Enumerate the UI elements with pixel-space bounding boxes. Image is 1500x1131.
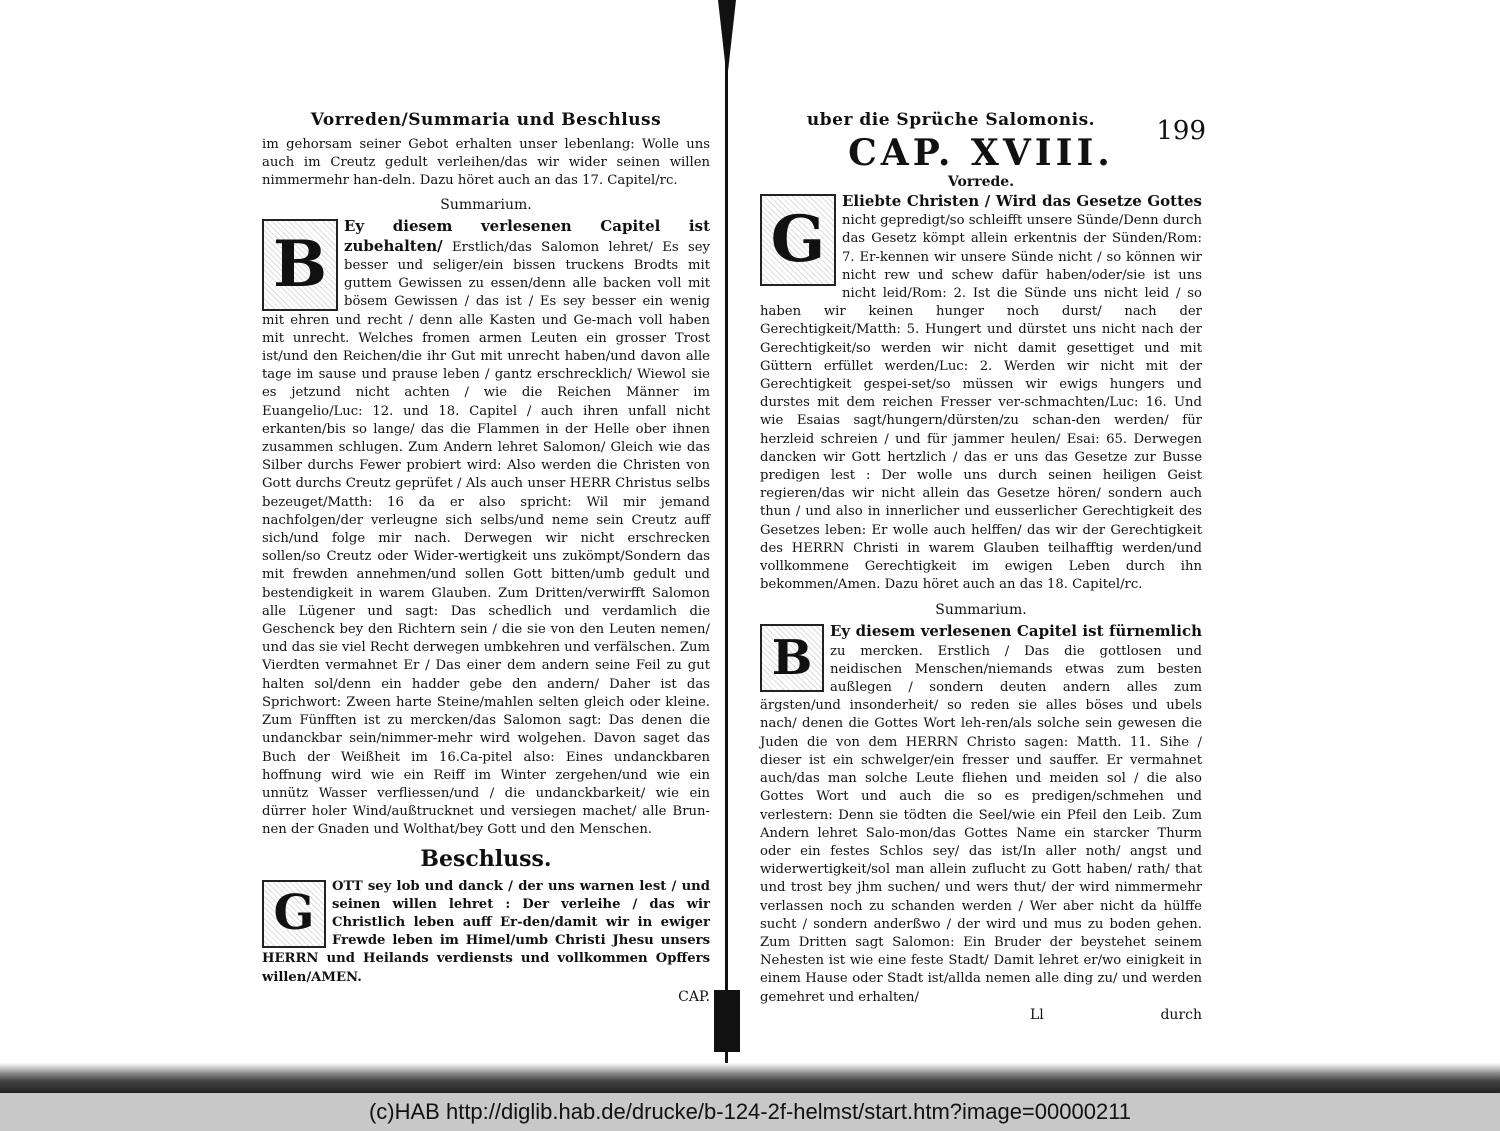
gutter-shadow-bottom [714, 990, 740, 1052]
chapter-title: CAP. XVIII. [848, 132, 1114, 174]
left-beschluss-heading: Beschluss. [420, 845, 552, 872]
right-summarium-lead: Ey diesem verlesenen Capitel ist fürnemlich [830, 622, 1202, 641]
left-beschluss-block [262, 878, 710, 987]
right-catchword: durch [1160, 1006, 1202, 1023]
right-page [760, 110, 1206, 1023]
right-vorrede-block [760, 192, 1202, 594]
left-page [262, 110, 710, 1005]
right-summarium-text: zu mercken. Erstlich / Das die gottlosen und neidischen Menschen/niemands etwas zum besten außlegen / sondern deuten andern alles zum ärgsten/und insonderheit/ so reden sie alles böses und ubels nach/ denen die Gottes Wort leh-ren/als solche sein gewesen die Juden die von dem HERRN Christo sagen: Matth. 11. Sihe / dieser ist ein schwelger/ein fresser und sauffer. Er vermahnet auch/das man solche Leute fliehen und meiden sol / die also Gottes Wort und auch die so es predigen/schmehen und verlestern: Denn sie tödten die Seel/wie ein Pfeil den Leib. Zum Andern lehret Salo-mon/das Gottes Name ein starcker Thurm oder ein festes Schlos sey/ das ist/In aller noth/ angst und widerwertigkeit/sol man allein zuflucht zu Gott haben/ rath/ that und trost bey jhm suchen/ und wers thut/ der wird nimmermehr verlassen noch zu schanden werden / Wer aber nicht da hülffe sucht / sondern anderßwo / der wird und mus zu boden gehen. Zum Dritten sagt Salomon: Ein Bruder der beystehet seinem Nehesten ist wie eine feste Stadt/ Damit lehret er/wo einigkeit in einem Hause oder Stadt ist/allda nemen alle ding zu/ und werden gemehret und erhalten/ [760, 643, 1202, 1005]
right-vorrede-heading: Vorrede. [947, 174, 1015, 190]
right-vorrede-lead: Eliebte Christen / Wird das Gesetze Gottes [842, 192, 1202, 210]
copyright-footer: (c)HAB http://diglib.hab.de/drucke/b-124-2f-helmst/start.htm?image=00000211 [0, 1093, 1500, 1131]
left-intro-text: im gehorsam seiner Gebot erhalten unser lebenlang: Wolle uns auch im Creutz gedult verleihen/das wir wider seinen willen nimmermehr han-deln. Dazu höret auch an das 17. Capitel/rc. [262, 137, 710, 189]
right-summarium-block [760, 622, 1202, 1006]
left-catchword: CAP. [678, 988, 710, 1005]
left-beschluss-initial: G [262, 880, 326, 948]
right-running-head: uber die Sprüche Salomonis. [806, 110, 1096, 130]
book-gutter [712, 0, 742, 1080]
left-summarium-block [262, 217, 710, 840]
right-vorrede-initial: G [760, 194, 836, 286]
right-page-foot [760, 1007, 1202, 1023]
left-summarium-lead: Ey diesem verlesenen Capitel ist zubehalten/ [344, 216, 710, 255]
signature-mark: Ll [1030, 1006, 1044, 1023]
left-beschluss-text: OTT sey lob und danck / der uns warnen lest / und seinen willen lehret : Der verleihe / das wir Christlich leben auff Er-den/damit wir in ewiger Frewde leben im Himel/umb Christi Jhesu unsers HERRN und Heilands verdiensts und vollkommen Opffers willen/AMEN. [262, 878, 710, 985]
left-running-head: Vorreden/Summaria und Beschluss [310, 110, 662, 130]
right-summarium-initial: B [760, 624, 824, 692]
gutter-shadow-top [718, 0, 736, 80]
right-vorrede-text: nicht gepredigt/so schleifft unsere Sünde/Denn durch das Gesetz kömpt allein erkentnis der Sünden/Rom: 7. Er-kennen wir unsere Sünde nicht / so können wir nicht rew und schew dafür haben/oder/sie ist uns nicht leid/Rom: 2. Ist die Sünde uns nicht leid / so haben wir keinen hunger noch durst/ nach der Gerechtigkeit/Matth: 5. Hungert und dürstet uns nicht nach der Gerechtigkeit/so werden wir nicht damit gesettiget und mit Güttern erfüllet werden/Luc: 2. Werden wir nicht mit der Gerechtigkeit gespei-set/so müssen wir ewigs hungers und durstes mit dem reichen Fresser ver-schmachten/Luc: 16. Und wie Esaias sagt/hungern/dürsten/zu schan-den werden/ für herzleid schreien / und für jammer heulen/ Esai: 65. Derwegen dancken wir Gott hertzlich / das er uns das Gesetze zur Busse predigen lest : Der wolle uns durch seinen heiligen Geist regieren/das wir nicht allein das Gesetze hören/ sondern auch thun / und also in innerlicher und eusserlicher Gerechtigkeit des Gesetzes leben: Er wolle auch helffen/ das wir der Gerechtigkeit des HERRN Christi in warem Glauben teilhafftig werden/und vollkommene Gerechtigkeit im ewigen Leben durch ihn bekommen/Amen. Dazu höret auch an das 18. Capitel/rc. [760, 213, 1202, 593]
page-number: 199 [1156, 116, 1206, 146]
book-bottom-edge [0, 1063, 1500, 1093]
left-summarium-text: Erstlich/das Salomon lehret/ Es sey besser und seliger/ein bissen truckens Brodts mit guttem Gewissen zu essen/denn alle backen voll mit bösem Gewissen / das ist / Es sey besser ein wenig mit ehren und recht / denn alle Kasten und Ge-mach voll haben mit unrecht. Welches fromen armen Leuten ein grosser Trost ist/und den Reichen/die ihr Gut mit unrecht haben/und davon alle tage im sause und prause leben / gantz erschrecklich/ Wiewol sie es jetzund nicht achten / wie die Reichen Männer im Euangelio/Luc: 12. und 18. Capitel / auch ihren unfall nicht erkanten/bis so lange/ das die Flammen in der Helle ober ihnen zusammen schlugen. Zum Andern lehret Salomon/ Gleich wie das Silber durchs Fewer probiert wird: Also werden die Christen von Gott durchs Creutz geprüfet / Als auch unser HERR Christus selbs bezeuget/Matth: 16 da er also spricht: Wil mir jemand nachfolgen/der verleugne sich selbs/und neme sein Creutz auff sich/und folge mir nach. Derwegen wir nicht erschrecken sollen/so Creutz oder Wider-wertigkeit uns zukömpt/Sondern das mit frewden annehmen/und sollen Gott bitten/umb gedult und bestendigkeit in warem Glauben. Zum Dritten/verwirfft Salomon alle Lügener und sagt: Das schedlich und verdamlich die Geschenck bey den Richtern sein / die sie von den Leuten nemen/ und das sie viel Recht derwegen umbkehren und verfälschen. Zum Vierdten vermahnet Er / Das einer dem andern seine Feil zu gut halten sol/denn ein hadder gebe den andern/ Daher ist das Sprichwort: Zween harte Steine/mahlen selten gleich oder kleine. Zum Fünfften ist zu mercken/das Salomon sagt: Das denen die undanckbar sein/nimmer-mehr wird wolgehen. Davon saget das Buch der Weißheit im 16.Ca-pitel also: Eines undanckbaren hoffnung wird wie ein Reiff im Winter zergehen/und wie ein unnütz Wasser verfliessen/und / die undanckbarkeit/ wie ein dürrer holer Wind/außtrucknet und versiegen machet/ alle Brun-nen der Gnaden und Wolthat/bey Gott und den Menschen. [262, 239, 710, 838]
left-summarium-initial: B [262, 219, 338, 311]
left-summarium-heading: Summarium. [440, 196, 532, 213]
right-summarium-heading: Summarium. [935, 602, 1027, 619]
gutter-line [725, 0, 728, 1080]
